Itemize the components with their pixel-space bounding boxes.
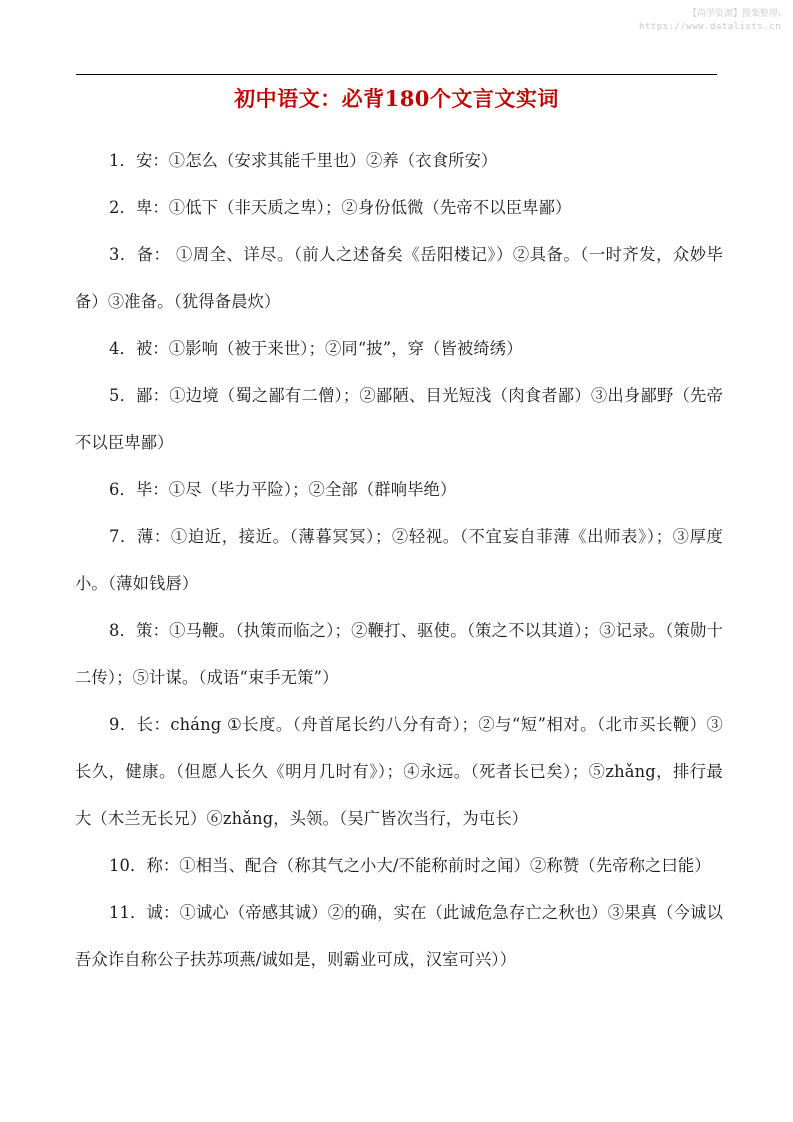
- entry-9: 9．长：cháng ①长度。（舟首尾长约八分有奇）；②与“短”相对。（北市买长鞭）③长久，健康。（但愿人长久《明月几时有》）；④永远。（死者长已矣）；⑤zhǎng，排行最大（木兰无长兄）⑥zhǎng，头领。（吴广皆次当行，为屯长）: [75, 715, 723, 828]
- entry-3: 3．备： ①周全、详尽。（前人之述备矣《岳阳楼记》）②具备。（一时齐发，众妙毕备）③准备。（犹得备晨炊）: [75, 245, 723, 311]
- watermark-source: 【尚学资源】搜集整理:: [687, 9, 781, 19]
- entry-5: 5．鄙：①边境（蜀之鄙有二僧）；②鄙陋、目光短浅（肉食者鄙）③出身鄙野（先帝不以臣卑鄙）: [75, 386, 723, 452]
- watermark-url: https://www.datalists.cn: [638, 22, 781, 32]
- entry-8: 8．策：①马鞭。（执策而临之）；②鞭打、驱使。（策之不以其道）；③记录。（策勋十二传）；⑤计谋。（成语“束手无策”）: [75, 621, 723, 687]
- entry-11: 11．诚：①诚心（帝感其诚）②的确，实在（此诚危急存亡之秋也）③果真（今诚以吾众诈自称公子扶苏项燕/诚如是，则霸业可成，汉室可兴））: [75, 903, 723, 969]
- entry-4: 4．被：①影响（被于来世）；②同“披”，穿（皆被绮绣）: [109, 339, 523, 358]
- entry-2: 2．卑：①低下（非天质之卑）；②身份低微（先帝不以臣卑鄙）: [109, 198, 572, 217]
- entry-1: 1．安：①怎么（安求其能千里也）②养（衣食所安）: [109, 151, 498, 170]
- page-title: 初中语文：必背180个文言文实词: [234, 86, 559, 111]
- entry-7: 7．薄：①迫近，接近。（薄暮冥冥）；②轻视。（不宜妄自菲薄《出师表》）；③厚度小。（薄如钱唇）: [75, 527, 723, 593]
- watermark: [639, 8, 781, 34]
- header-rule: [76, 74, 717, 75]
- entry-10: 10．称：①相当、配合（称其气之小大/不能称前时之闻）②称赞（先帝称之曰能）: [109, 856, 711, 875]
- document-body: [75, 137, 723, 983]
- entry-6: 6．毕：①尽（毕力平险）；②全部（群响毕绝）: [109, 480, 457, 499]
